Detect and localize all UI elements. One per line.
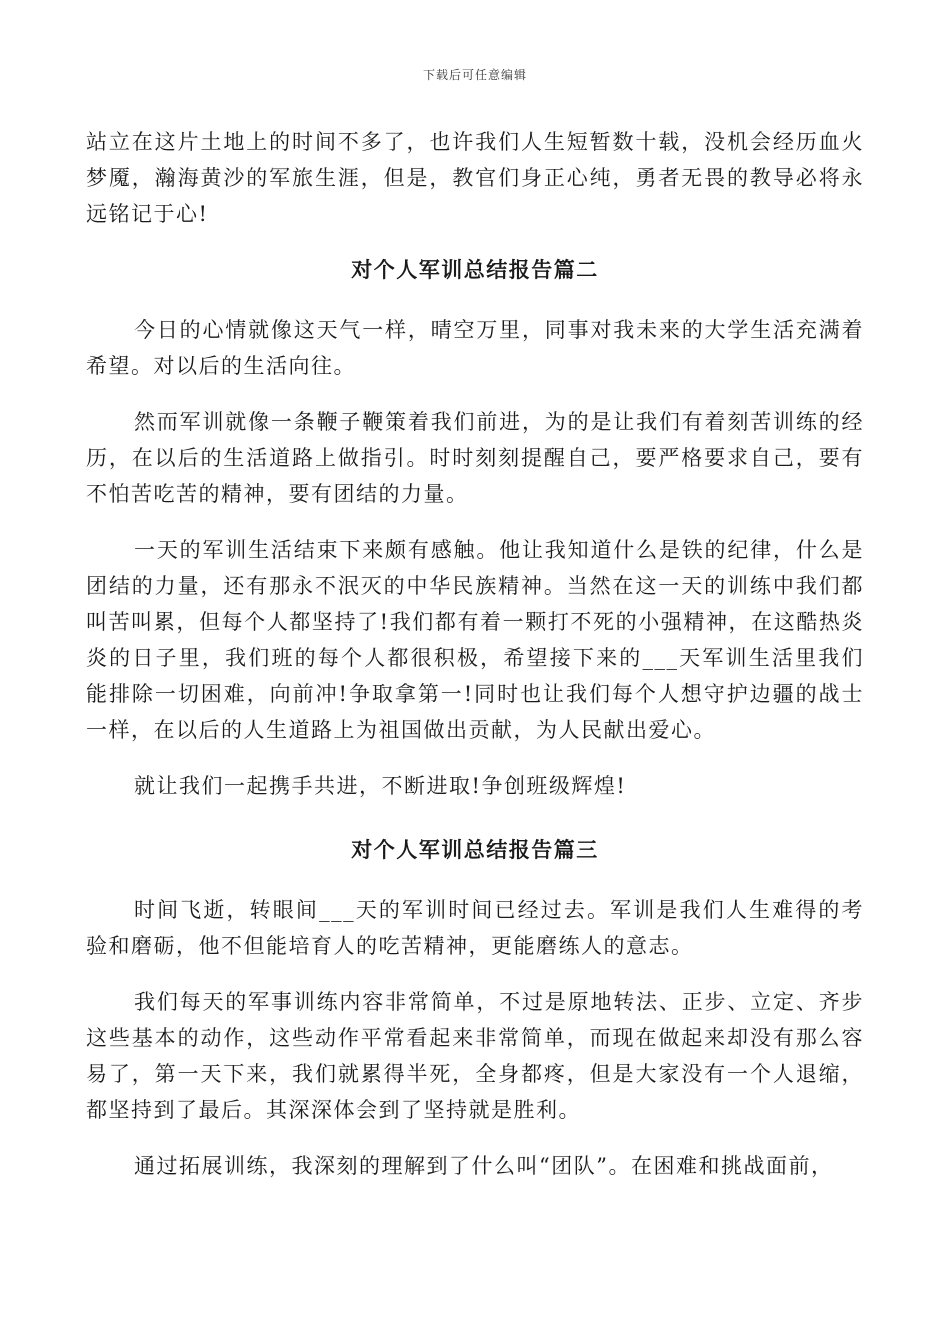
section-heading: 对个人军训总结报告篇二	[351, 257, 599, 282]
paragraph: 今日的心情就像这天气一样，晴空万里，同事对我未来的大学生活充满着希望。对以后的生活向往。	[86, 318, 864, 378]
paragraph: 站立在这片土地上的时间不多了，也许我们人生短暂数十载，没机会经历血火梦魇，瀚海黄沙的军旅生涯，但是，教官们身正心纯，勇者无畏的教导必将永远铭记于心!	[86, 130, 864, 226]
paragraph: 然而军训就像一条鞭子鞭策着我们前进，为的是让我们有着刻苦训练的经历，在以后的生活道路上做指引。时时刻刻提醒自己，要严格要求自己，要有不怕苦吃苦的精神，要有团结的力量。	[86, 410, 864, 506]
paragraph: 时间飞逝，转眼间___天的军训时间已经过去。军训是我们人生难得的考验和磨砺，他不但能培育人的吃苦精神，更能磨练人的意志。	[86, 898, 864, 958]
paragraph: 就让我们一起携手共进，不断进取!争创班级辉煌!	[134, 774, 627, 798]
page-header-note: 下载后可任意编辑	[422, 68, 527, 82]
document-body	[86, 124, 864, 1204]
paragraph: 一天的军训生活结束下来颇有感触。他让我知道什么是铁的纪律，什么是团结的力量，还有那永不泯灭的中华民族精神。当然在这一天的训练中我们都叫苦叫累，但每个人都坚持了!我们都有着一颗打不死的小强精神，在这酷热炎炎的日子里，我们班的每个人都很积极，希望接下来的___天军训生活里我们能排除一切困难，向前冲!争取拿第一!同时也让我们每个人想守护边疆的战士一样，在以后的人生道路上为祖国做出贡献，为人民献出爱心。	[86, 538, 864, 742]
section-heading: 对个人军训总结报告篇三	[351, 837, 599, 862]
paragraph: 我们每天的军事训练内容非常简单，不过是原地转法、正步、立定、齐步这些基本的动作，这些动作平常看起来非常简单，而现在做起来却没有那么容易了，第一天下来，我们就累得半死，全身都疼，但是大家没有一个人退缩，都坚持到了最后。其深深体会到了坚持就是胜利。	[86, 990, 864, 1122]
paragraph: 通过拓展训练，我深刻的理解到了什么叫“团队”。在困难和挑战面前，	[134, 1154, 834, 1178]
